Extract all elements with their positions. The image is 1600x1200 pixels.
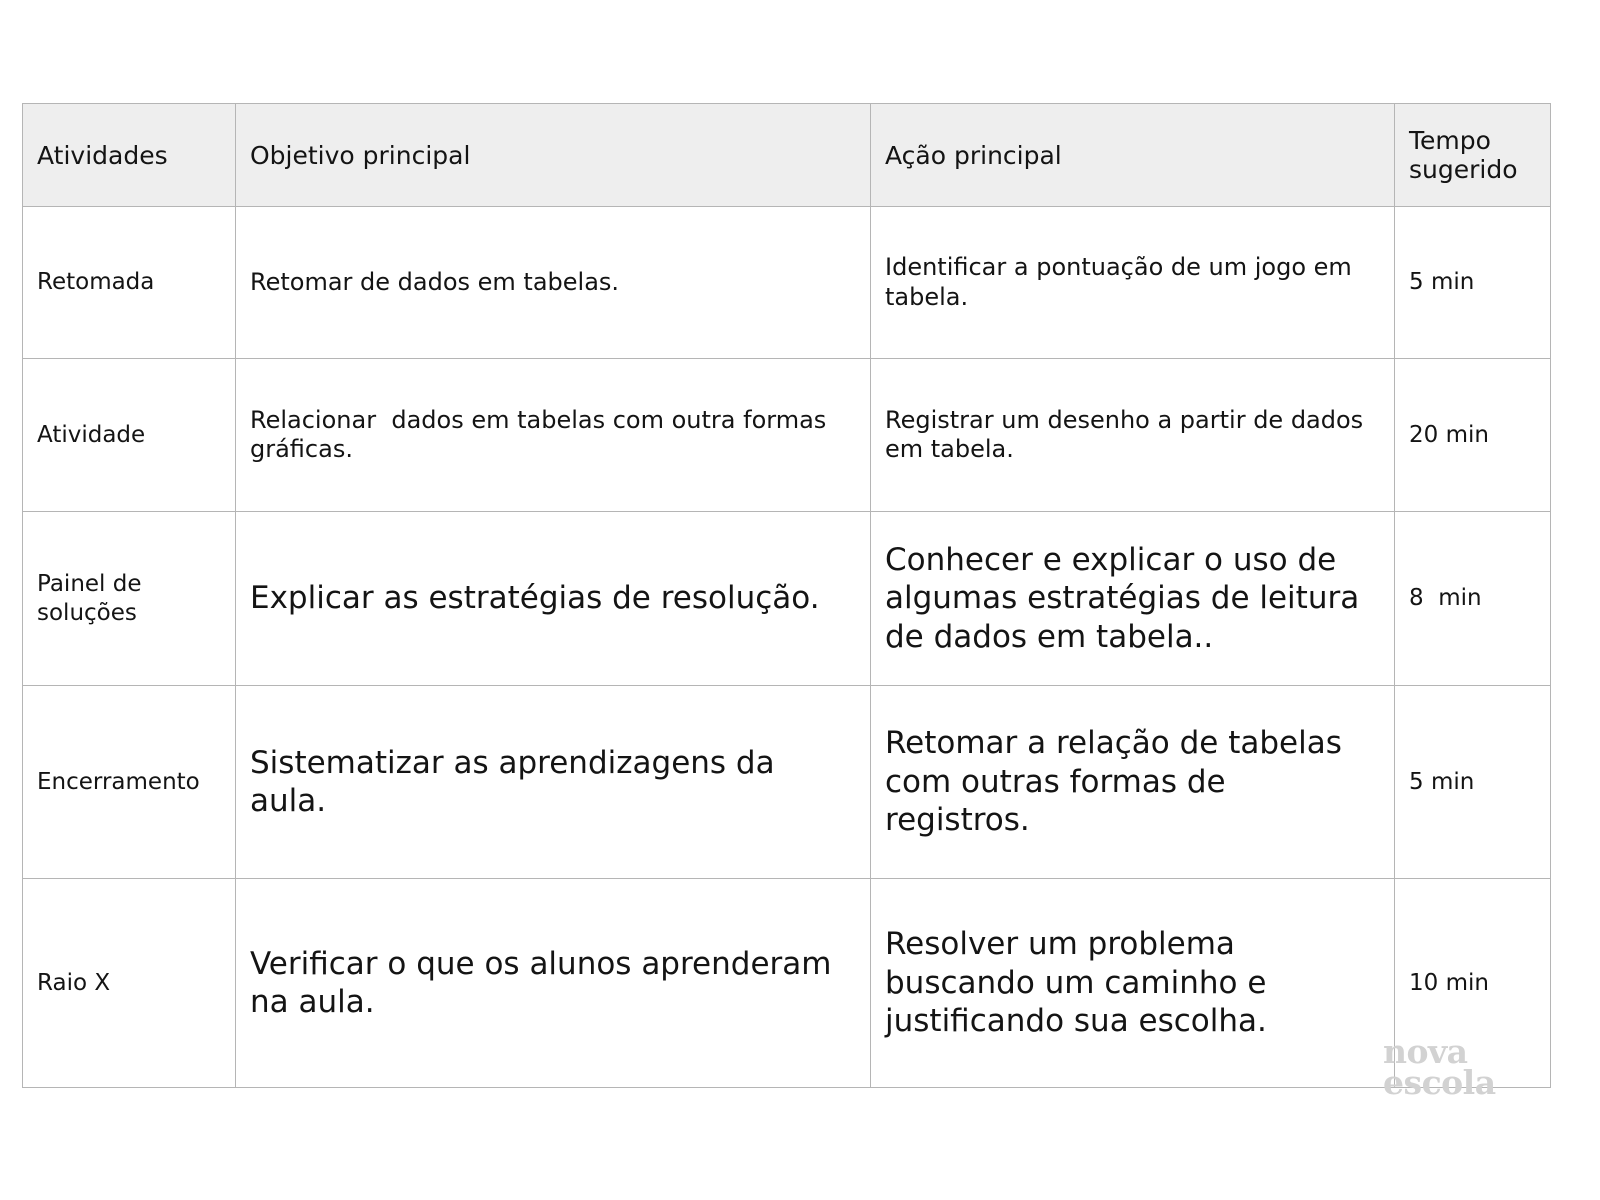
column-header-activities: Atividades [23,104,236,207]
table-header [23,104,1551,207]
cell-objective: Relacionar dados em tabelas com outra formas gráficas. [236,359,871,512]
cell-activity: Retomada [23,207,236,359]
column-header-objective: Objetivo principal [236,104,871,207]
cell-activity: Raio X [23,879,236,1088]
cell-time: 8 min [1395,512,1551,686]
table-body [23,207,1551,1088]
cell-action: Retomar a relação de tabelas com outras formas de registros. [871,686,1395,879]
table-row [23,686,1551,879]
cell-action: Resolver um problema buscando um caminho e justificando sua escolha. [871,879,1395,1088]
lesson-plan-table [22,103,1551,1088]
cell-activity: Painel de soluções [23,512,236,686]
cell-objective: Explicar as estratégias de resolução. [236,512,871,686]
table-row [23,512,1551,686]
logo-line-nova: nova [1383,1032,1468,1071]
nova-escola-logo [1383,1032,1533,1103]
cell-action: Registrar um desenho a partir de dados em tabela. [871,359,1395,512]
cell-time: 5 min [1395,207,1551,359]
logo-line-escola: escola [1383,1063,1496,1103]
cell-action: Identificar a pontuação de um jogo em tabela. [871,207,1395,359]
table-header-row [23,104,1551,207]
column-header-action: Ação principal [871,104,1395,207]
cell-action: Conhecer e explicar o uso de algumas estratégias de leitura de dados em tabela.. [871,512,1395,686]
cell-objective: Retomar de dados em tabelas. [236,207,871,359]
cell-objective: Sistematizar as aprendizagens da aula. [236,686,871,879]
table-row [23,879,1551,1088]
table-row [23,207,1551,359]
table-row [23,359,1551,512]
column-header-time: Tempo sugerido [1395,104,1551,207]
cell-time: 20 min [1395,359,1551,512]
cell-objective: Verificar o que os alunos aprenderam na aula. [236,879,871,1088]
cell-time: 10 min [1395,879,1551,1088]
cell-activity: Encerramento [23,686,236,879]
cell-time: 5 min [1395,686,1551,879]
cell-activity: Atividade [23,359,236,512]
